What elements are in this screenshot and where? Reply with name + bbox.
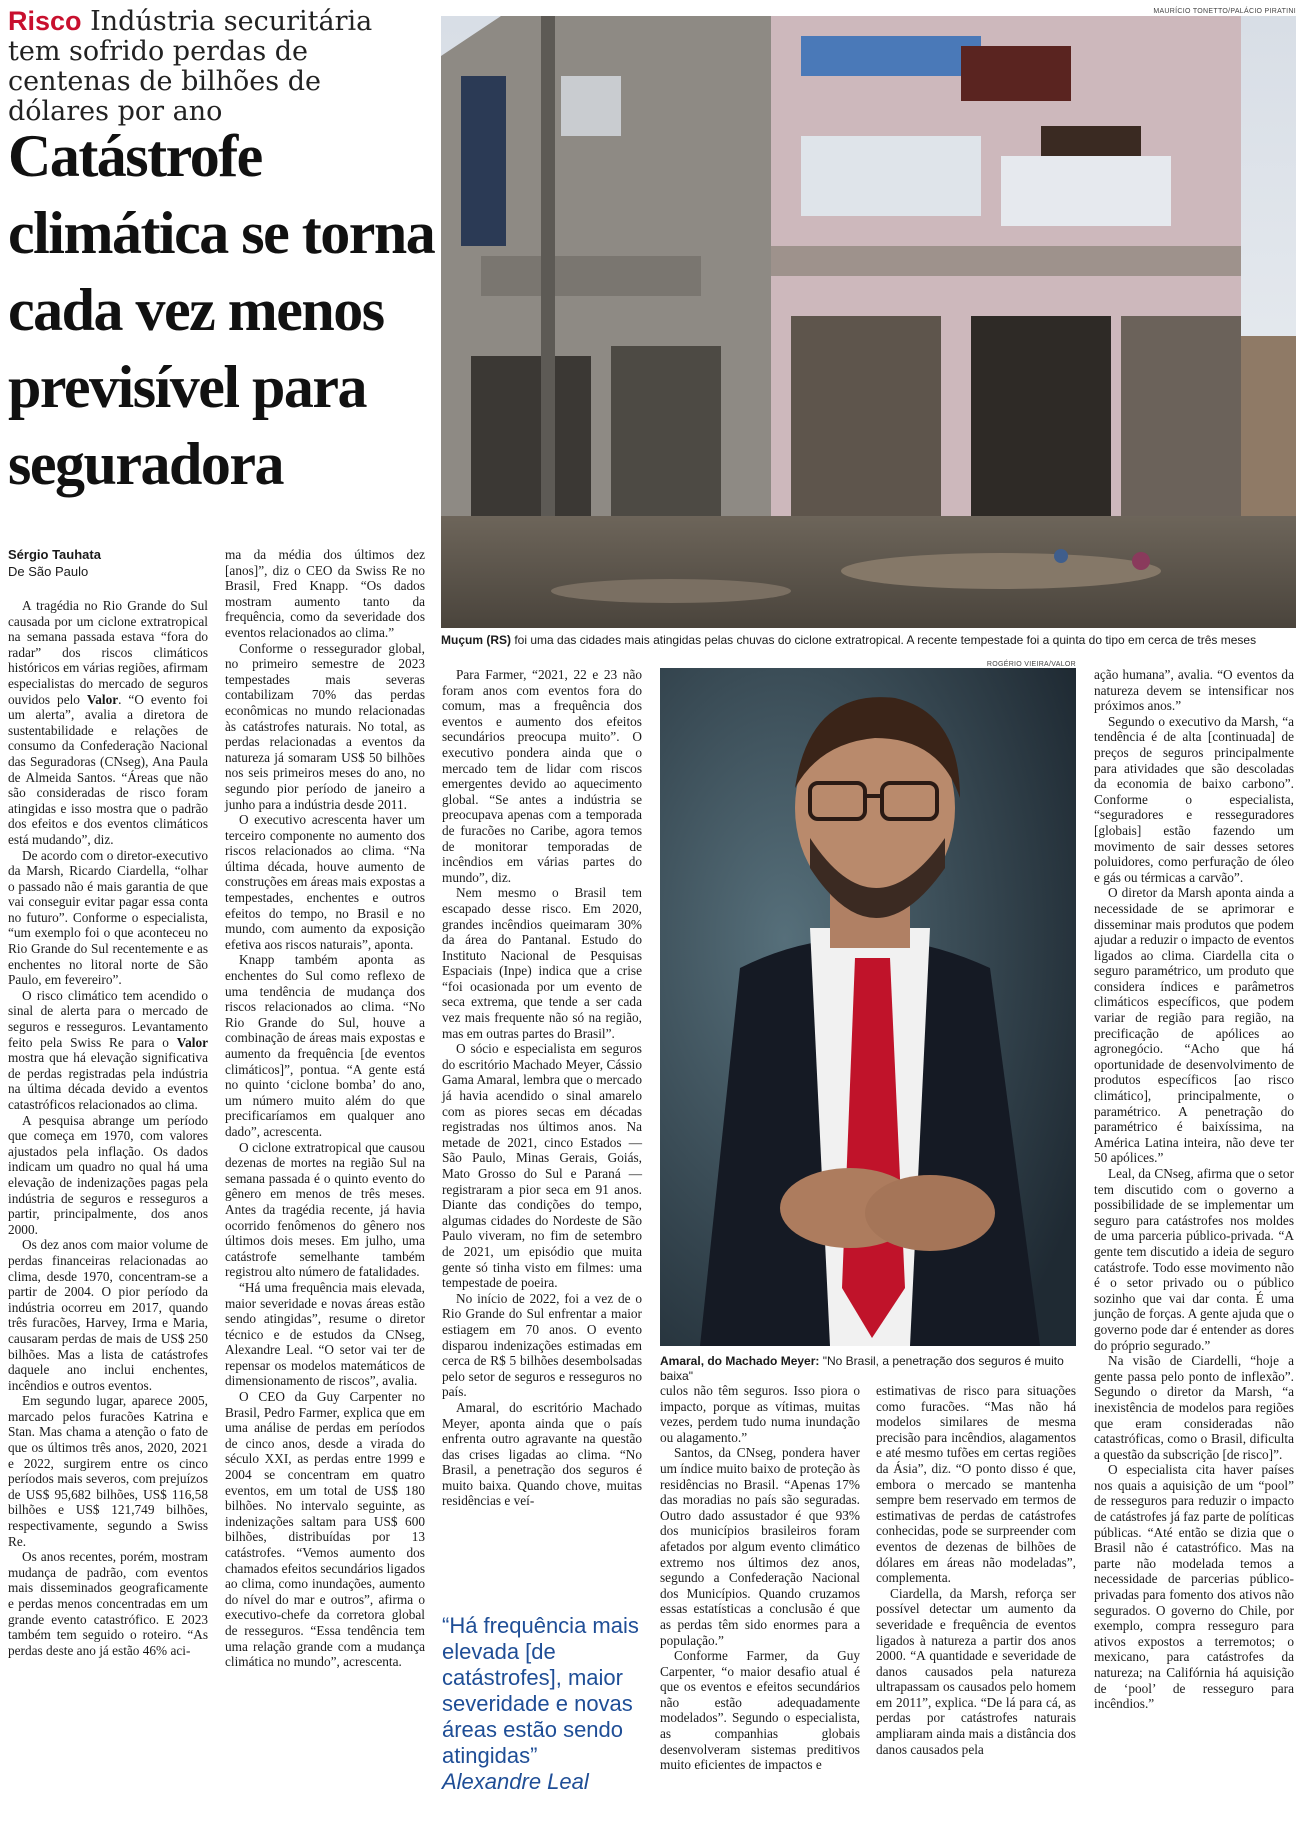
- paragraph-text: No início de 2022, foi a vez de o Rio Grande do Sul enfrentar a maior estiagem em 70 anos. O evento disparou indenizações estimadas em cerca de R$ 5 bilhões desembolsadas pelo setor de seguros e resseguros no país.: [442, 1290, 642, 1400]
- photo2-caption-text: "No Brasil, a penetração dos seguros é muito baixa": [660, 1354, 1064, 1383]
- paragraph-text: De acordo com o diretor-executivo da Marsh, Ricardo Ciardella, “olhar o passado não é mais garantia de que vai conseguir evitar pagar essa conta no futuro”. Conforme o especialista, “um exemplo foi o que aconteceu no Rio Grande do Sul recentemente e as enchentes no litoral norte de São Paulo, em fevereiro”.: [8, 847, 208, 988]
- paragraph: [660, 1383, 860, 1445]
- photo1-caption-place: Muçum (RS): [441, 633, 511, 647]
- paragraph-text: culos não têm seguros. Isso piora o impacto, porque as vítimas, muitas vezes, perdem tudo numa inundação ou alagamento.”: [660, 1383, 860, 1445]
- paragraph: [442, 1400, 642, 1509]
- paragraph: [442, 667, 642, 885]
- paragraph-text: Segundo o executivo da Marsh, “a tendência é de alta [continuada] de preços de seguros principalmente para atividades que são descoladas da economia de baixo carbono”. Conforme o especialista, “seguradores e resseguradores [globais] estão fazendo um movimento de sair desses setores poluidores, como perfuração de óleo e gás ou térmicas a carvão”.: [1094, 713, 1294, 885]
- paragraph-text: Conforme Farmer, da Guy Carpenter, “o maior desafio atual é que os eventos e efeitos secundários não estão adequadamente modelados”. Segundo o especialista, as companhias globais desenvolveram sistemas preditivos muito eficientes de impactos e: [660, 1648, 860, 1773]
- paragraph-emphasis: Valor: [176, 1034, 208, 1050]
- paragraph-text: Na visão de Ciardelli, “hoje a gente passa pelo ponto de inflexão”. Segundo o diretor da Marsh, “a inexistência de modelos para regiões que eram consideradas não catastróficas, como o Brasil, dificulta a questão da subscrição [de risco]”.: [1094, 1353, 1294, 1462]
- flood-building-photo: [441, 16, 1296, 628]
- paragraph-text: A tragédia no Rio Grande do Sul causada por um ciclone extratropical na semana passada estava “fora do radar” dos riscos climáticos históricos em várias regiões, afirmam especialistas do mercado de seguros ouvidos pelo: [8, 598, 208, 707]
- paragraph: [442, 1041, 642, 1291]
- paragraph: [1094, 667, 1294, 714]
- photo2-caption: [660, 1354, 1076, 1384]
- paragraph-text: Em segundo lugar, aparece 2005, marcado pelos furacões Katrina e Stan. Mas chama a atenção o fato de que os últimos três anos, 2020, 2021 e 2022, surgirem entre os cinco períodos mais severos, com prejuízos de US$ 95,682 bilhões, US$ 116,58 bilhões e US$ 121,749 bilhões, respectivamente, segundo a Swiss Re.: [8, 1393, 208, 1549]
- photo1-caption: [441, 633, 1296, 648]
- paragraph-text: O diretor da Marsh aponta ainda a necessidade de se aprimorar e disseminar mais produtos que podem ajudar a reduzir o impacto de eventos ligados ao clima. Ciardella cita o seguro paramétrico, um produto que considera índices e parâmetros climáticos específicos, que podem variar de região para região, na precificação de apólices ao agronegócio. “Acho que há oportunidade de desenvolvimento de produtos específicos [ao risco climático], principalmente, o paramétrico. A penetração do paramétrico é baixíssima, na América Latina inteira, não deve ter 50 apólices.”: [1094, 885, 1294, 1166]
- paragraph-emphasis: Valor: [86, 691, 119, 707]
- pull-quote: [442, 1613, 652, 1795]
- paragraph: [1094, 714, 1294, 886]
- paragraph: [442, 885, 642, 1041]
- paragraph: [876, 1586, 1076, 1758]
- byline-origin: De São Paulo: [8, 564, 89, 579]
- paragraph: [225, 1140, 425, 1280]
- paragraph-text: Os dez anos com maior volume de perdas financeiras relacionadas ao clima, desde 1970, concentram-se a partir de 2004. O pior período da indústria ocorreu em 2017, quando três furacões, Harvey, Irma e Maria, causaram perdas de mais de US$ 250 bilhões. Mas a lista de catástrofes daquele ano inclui enchentes, incêndios e outros eventos.: [8, 1237, 208, 1393]
- paragraph: [876, 1383, 1076, 1586]
- paragraph-text: Amaral, do escritório Machado Meyer, aponta ainda que o país enfrenta outro agravante na questão das crises ligadas ao clima. “No Brasil, a penetração dos seguros é muito baixa. Quando chove, muitas residências e veí-: [442, 1399, 642, 1509]
- paragraph: [8, 1393, 208, 1549]
- paragraph-text: Leal, da CNseg, afirma que o setor tem discutido com o governo a possibilidade de se implementar um seguro para catástrofes nos moldes de uma parceria público-privada. “A gente tem discutido a ideia de seguro catástrofe. Todo esse movimento não é o setor privado ou o público sozinho que vai dar conta. É uma junção de forças. A gente ajuda que o governo pode dar é entender as dores do próprio segurado.”: [1094, 1166, 1294, 1353]
- article-column-2: [225, 547, 425, 1670]
- paragraph-text: O sócio e especialista em seguros do escritório Machado Meyer, Cássio Gama Amaral, lembra que o mercado já havia acendido o sinal amarelo com as piores secas em décadas registradas nos últimos anos. Na metade de 2021, cinco Estados — São Paulo, Minas Gerais, Goiás, Mato Grosso do Sul e Paraná — registraram a pior seca em 91 anos. Diante das condições do tempo, algumas cidades do Nordeste de São Paulo viveram, no fim de setembro de 2021, um episódio que muita gente só tinha visto em filmes: uma tempestade de poeira.: [442, 1041, 642, 1291]
- article-column-6: [1094, 667, 1294, 1712]
- paragraph: [8, 1237, 208, 1393]
- byline: [8, 546, 101, 580]
- section-tag: Risco: [8, 6, 82, 36]
- kicker-text: Indústria securitária tem sofrido perdas de centenas de bilhões de dólares por ano: [8, 6, 373, 127]
- paragraph-text: ação humana”, avalia. “O eventos da natureza devem se intensificar nos próximos anos.”: [1094, 667, 1294, 714]
- article-column-5: [876, 1383, 1076, 1757]
- photo1-caption-text: foi uma das cidades mais atingidas pelas chuvas do ciclone extratropical. A recente tempestade foi a quinta do tipo em cerca de três meses: [511, 633, 1257, 647]
- paragraph: [660, 1445, 860, 1648]
- paragraph-text: Conforme o ressegurador global, no primeiro semestre de 2023 tempestades mais severas contabilizam 70% das perdas econômicas no mundo relacionadas às catástrofes naturais. No total, as perdas relacionadas a eventos da natureza já somaram US$ 50 bilhões nos seis primeiros meses do ano, no segundo pior período de janeiro a junho para a indústria desde 2011.: [225, 640, 425, 812]
- article-column-3: [442, 667, 642, 1509]
- paragraph: [225, 1389, 425, 1670]
- article-column-1: [8, 598, 208, 1658]
- photo2-credit: ROGÉRIO VIEIRA/VALOR: [986, 661, 1076, 668]
- paragraph-text: O risco climático tem acendido o sinal de alerta para o mercado de seguros e resseguros. Levantamento feito pela Swiss Re para o: [8, 987, 208, 1050]
- paragraph-text: Nem mesmo o Brasil tem escapado desse risco. Em 2020, grandes incêndios queimaram 30% da área do Pantanal. Estudo do Instituto Nacional de Pesquisas Espaciais (Inpe) indica que a crise “foi ocasionada por um evento de seca extrema, que tende a ser cada vez mais frequente não só na região, mas em outras partes do Brasil”.: [442, 885, 642, 1041]
- paragraph-text: O executivo acrescenta haver um terceiro componente no aumento dos riscos relacionados ao clima. “Na última década, houve aumento de construções em áreas mais expostas a tempestades, enchentes e outros efeitos do tempo, no Brasil e no mundo, com aumento da exposição efetiva aos riscos naturais”, aponta.: [225, 812, 425, 952]
- paragraph-text: A pesquisa abrange um período que começa em 1970, com valores ajustados pela inflação. Os dados indicam um quadro no qual há uma elevação de indenizações pagas pela indústria de seguros e resseguros a partir, principalmente, dos anos 2000.: [8, 1112, 208, 1237]
- paragraph-text: “Há uma frequência mais elevada, maior severidade e novas áreas estão sendo atingidas”, resume o diretor técnico e de estudos da CNseg, Alexandre Leal. “O setor vai ter de repensar os modelos matemáticos de dimensionamento de riscos”, avalia.: [225, 1279, 425, 1389]
- paragraph-text: mostra que há elevação significativa de perdas registradas pela indústria na última década devido a eventos catastróficos relacionados ao clima.: [8, 1050, 208, 1112]
- kicker: [8, 6, 428, 127]
- paragraph: [442, 1291, 642, 1400]
- paragraph-text: . “O evento foi um alerta”, avalia a diretora de sustentabilidade e relações de consumo da Confederação Nacional das Seguradoras (CNseg), Ana Paula de Almeida Santos. “Áreas que não são consideradas de risco foram atingidas e isso mostra que o padrão dos efeitos e dos eventos climáticos está mudando”, diz.: [8, 691, 208, 847]
- portrait-photo: [660, 668, 1076, 1346]
- byline-author: Sérgio Tauhata: [8, 547, 101, 562]
- pull-quote-author: Alexandre Leal: [442, 1769, 589, 1794]
- paragraph-text: O ciclone extratropical que causou dezenas de mortes na região Sul na semana passada é o quinto evento do gênero em menos de três meses. Antes da tragédia recente, já havia ocorrido fenômenos do gênero nos últimos dois meses. Em julho, uma catástrofe semelhante também registrou alto número de fatalidades.: [225, 1139, 425, 1280]
- paragraph: [8, 848, 208, 988]
- article-column-4: [660, 1383, 860, 1773]
- paragraph-text: Para Farmer, “2021, 22 e 23 não foram anos com eventos fora do comum, mas a frequência dos eventos e aumento dos efeitos secundários preocupa muito”. O executivo pondera ainda que o mercado tem de lidar com riscos emergentes devido ao aquecimento global. “Se antes a indústria se preocupava apenas com a temporada de furacões no Caribe, agora temos de monitorar temporadas de incêndios em várias partes do mundo”, diz.: [442, 667, 642, 885]
- paragraph-text: estimativas de risco para situações como furacões. “Mas não há modelos similares de mesma precisão para incêndios, alagamentos e até mesmo tufões em certas regiões da Ásia”, diz. “O ponto disso é que, embora o mercado se mantenha sempre bem reservado em termos de estimativas de perdas de catástrofes conhecidas, pode se surpreender com eventos de dezenas de bilhões de dólares em áreas não modeladas”, complementa.: [876, 1383, 1076, 1586]
- paragraph: [225, 812, 425, 952]
- headline: Catástrofe climática se torna cada vez menos previsível para seguradora: [8, 123, 435, 497]
- paragraph-text: Santos, da CNseg, pondera haver um índice muito baixo de proteção às residências no Brasil. “Apenas 17% das moradias no país são seguradas. Outro dado assustador é que 93% dos municípios brasileiros foram afetados por algum evento climático extremo nos últimos dez anos, segundo a Confederação Nacional dos Municípios. Quando cruzamos essas estatísticas a conclusão é que as perdas têm sido enormes para a população.”: [660, 1445, 860, 1648]
- photo1-credit: MAURÍCIO TONETTO/PALÁCIO PIRATINI: [1153, 8, 1296, 15]
- paragraph: [8, 1113, 208, 1238]
- photo2-caption-name: Amaral, do Machado Meyer:: [660, 1354, 820, 1368]
- paragraph-text: O CEO da Guy Carpenter no Brasil, Pedro Farmer, explica que em uma análise de perdas em períodos de cinco anos, desde a virada do século XXI, as perdas entre 1999 e 2004 se concentram em quatro eventos, em um total de US$ 180 bilhões. No intervalo seguinte, as indenizações saltam para US$ 600 bilhões, distribuídas por 13 catástrofes. “Vemos aumento dos chamados efeitos secundários ligados ao clima, como inundações, aumento do nível do mar e outros”, afirma o executivo-chefe da corretora global de resseguros. “Essa tendência tem uma relação grande com a mudança climática no mundo”, acrescenta.: [225, 1389, 425, 1670]
- paragraph: [8, 1549, 208, 1658]
- pull-quote-text: “Há frequência mais elevada [de catástrofes], maior severidade e novas áreas estão sendo atingidas”: [442, 1613, 639, 1768]
- paragraph: [225, 547, 425, 641]
- paragraph-text: Os anos recentes, porém, mostram mudança de padrão, com eventos mais disseminados geograficamente e perdas menos concentradas em um grande evento catastrófico. E 2023 também tem seguido o roteiro. “As perdas deste ano já estão 46% aci-: [8, 1549, 208, 1658]
- paragraph: [1094, 885, 1294, 1166]
- paragraph-text: ma da média dos últimos dez [anos]”, diz o CEO da Swiss Re no Brasil, Fred Knapp. “Os dados mostram aumento tanto da frequência, como da severidade dos eventos relacionados ao clima.”: [225, 547, 425, 640]
- paragraph: [660, 1648, 860, 1773]
- paragraph-text: Ciardella, da Marsh, reforça ser possível detectar um aumento da severidade e frequência de eventos ligados à natureza a partir dos anos 2000. “A quantidade e severidade de danos causados pela natureza ultrapassam os causados pelo homem em 2011”, explica. “De lá para cá, as perdas por catástrofes naturais ampliaram ainda mais a distância dos danos causados pela: [876, 1585, 1076, 1757]
- paragraph: [1094, 1353, 1294, 1462]
- paragraph-text: O especialista cita haver países nos quais a aquisição de um “pool” de resseguros para reduzir o impacto de catástrofes já faz parte de políticas públicas. “Até então se dizia que o Brasil não é catastrófico. Mas na parte não modelada temos a necessidade de parcerias público-privadas para fomento dos ativos não segurados. O governo do Chile, por exemplo, compra resseguro para ativos expostos a terremotos; o mexicano, para catástrofes da natureza; na Califórnia há aquisição de ‘pool’ de resseguro para incêndios.”: [1094, 1462, 1294, 1712]
- paragraph: [1094, 1462, 1294, 1712]
- paragraph-text: Knapp também aponta as enchentes do Sul como reflexo de uma tendência de mudança dos riscos relacionados ao clima. “No Rio Grande do Sul, houve a combinação de áreas mais expostas e aumento da frequência [de eventos climáticos]”, pontua. “A gente está no quinto ‘ciclone bomba’ do ano, um número muito além do que precificaríamos em qualquer ano dado”, acrescenta.: [225, 952, 425, 1139]
- paragraph: [8, 988, 208, 1113]
- paragraph: [225, 1280, 425, 1389]
- paragraph: [225, 952, 425, 1139]
- paragraph: [1094, 1166, 1294, 1353]
- paragraph: [225, 641, 425, 813]
- paragraph: [8, 598, 208, 848]
